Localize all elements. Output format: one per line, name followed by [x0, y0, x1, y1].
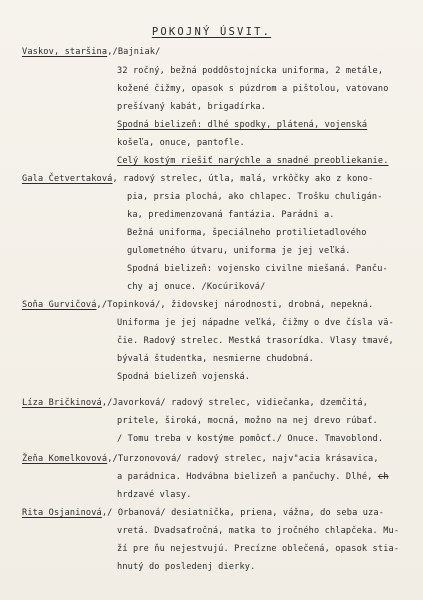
text-line: Celý kostým riešiť narýchle a snadné preobliekanie.	[117, 156, 389, 166]
character-name: Gala Četvertaková	[22, 174, 113, 184]
text-line: ží pre ňu nejestvujú. Precízne oblečená, opasok stia-	[117, 544, 400, 554]
text-line: Bežná uniforma, špeciálneho protilietadlového	[127, 228, 367, 238]
character-name: Vaskov, staršina	[22, 47, 108, 57]
character-actor: ,/Bajniak/	[107, 47, 161, 57]
text-line: , radový strelec, útla, malá, vrkôčky ako z kono-	[112, 174, 374, 184]
text-line: ka, predimenzovaná fantázia. Parádni a.	[127, 210, 335, 220]
character-name: Líza Bričkinová	[22, 398, 102, 408]
text-line: Uniforma je jej nápadne veľká, čižmy o dve čísla vä-	[117, 318, 394, 328]
text-line	[117, 473, 389, 482]
text-line: pia, prsia plochá, ako chlapec. Trošku chuligán-	[127, 192, 383, 202]
text-line: gulometného útvaru, uniforma je jej veľká.	[127, 246, 351, 256]
text-line: vretá. Dvadsaťročná, matka to jročného chlapčeka. Mu-	[117, 526, 400, 536]
character-name: Žeňa Komelkovová	[22, 454, 108, 464]
text-fragment: a parádnica. Hodvábna bielizeň a pančuchy. Dlhé,	[117, 472, 378, 482]
text-line: / Tomu treba v kostýme pomôcť./ Onuce. Tmavoblond.	[117, 434, 384, 444]
text-line: ,/ Orbanová/ desiatnička, priena, vážna, do seba uza-	[101, 508, 385, 518]
character-name-line	[22, 455, 379, 464]
character-name-line	[22, 48, 160, 57]
text-line: Spodná bielizeň vojenská.	[117, 372, 251, 382]
struck-text: ch	[377, 472, 389, 482]
text-line: ,/Javorková/ radový strelec, vidiečanka, dzemčitá,	[101, 398, 369, 408]
text-line: 32 ročný, bežná poddôstojnícka uniforma, 2 metále,	[117, 66, 384, 76]
text-line: pritele, široká, mocná, možno na nej drevo rúbať.	[117, 416, 378, 426]
text-line: prešívaný kabát, brigadírka.	[117, 102, 267, 112]
text-line: ,/Topinková/, židovskej národnosti, drobná, nepekná.	[96, 300, 374, 310]
text-line: košeľa, onuce, pantofle.	[117, 138, 245, 148]
text-line: kožené čižmy, opasok s púzdrom a pištolou, vatovano	[117, 84, 389, 94]
text-line: ,/Turzonovová/ radový strelec, najv"acia krásavica,	[107, 454, 379, 464]
character-name-line	[22, 509, 384, 518]
character-name: Soňa Gurvičová	[22, 300, 97, 310]
character-name-line	[22, 399, 368, 408]
text-line: hnutý do posledenj dierky.	[117, 562, 256, 572]
text-line: čie. Radový strelec. Mestká trasorídka. Vlasy tmavé,	[117, 336, 394, 346]
text-line: Spodná bielizeň: vojensko civilne miešaná. Panču-	[127, 264, 388, 274]
text-line: hrdzavé vlasy.	[117, 490, 192, 500]
page-title: POKOJNÝ ÚSVIT.	[151, 26, 272, 38]
text-line: chy aj onuce. /Kocúriková/	[127, 282, 266, 292]
character-name-line	[22, 175, 373, 184]
text-line: Spodná bielizeň: dlhé spodky, plátená, vojenská	[117, 120, 368, 130]
character-name-line	[22, 301, 373, 310]
character-name: Rita Osjaninová	[22, 508, 102, 518]
text-line: bývalá študentka, nesmierne chudobná.	[117, 354, 314, 364]
